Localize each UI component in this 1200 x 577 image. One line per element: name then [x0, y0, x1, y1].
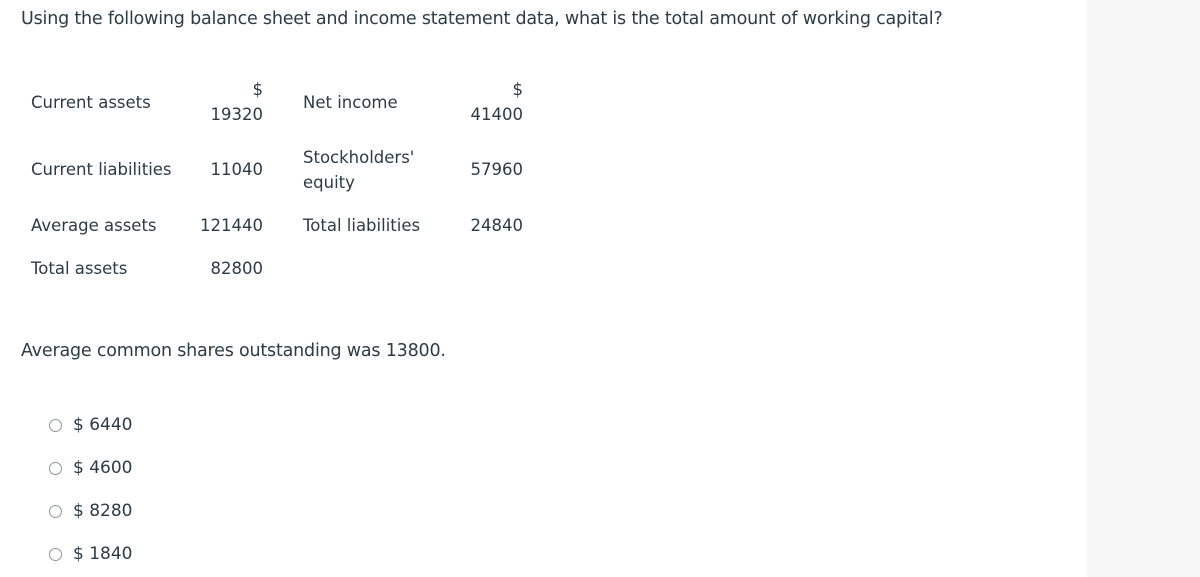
- answer-option-label: $ 8280: [73, 501, 133, 521]
- question-text: Using the following balance sheet and income statement data, what is the total amount of working capital?: [21, 9, 943, 29]
- total-assets-value: 82800: [210, 259, 263, 278]
- shares-note: Average common shares outstanding was 13800.: [21, 341, 446, 361]
- stockholders-equity-label: [303, 145, 414, 195]
- radio-button[interactable]: [49, 548, 62, 561]
- stockholders-equity-label-line1: Stockholders': [303, 148, 415, 167]
- current-assets-label: Current assets: [31, 93, 151, 112]
- radio-button[interactable]: [49, 462, 62, 475]
- answer-option-1[interactable]: [49, 413, 132, 437]
- current-liabilities-label: Current liabilities: [31, 160, 172, 179]
- net-income-value: 41400: [470, 105, 523, 124]
- current-assets-value: 19320: [210, 105, 263, 124]
- radio-button[interactable]: [49, 419, 62, 432]
- answer-option-4[interactable]: [49, 542, 132, 566]
- average-assets-value: 121440: [200, 216, 263, 235]
- net-income-dollar: $: [512, 80, 523, 99]
- net-income-amount: [463, 77, 523, 127]
- answer-option-label: $ 1840: [73, 544, 133, 564]
- answer-option-label: $ 6440: [73, 415, 133, 435]
- total-assets-label: Total assets: [31, 259, 128, 278]
- stockholders-equity-value: 57960: [470, 160, 523, 179]
- answer-option-label: $ 4600: [73, 458, 133, 478]
- answer-option-3[interactable]: [49, 499, 132, 523]
- net-income-label: Net income: [303, 93, 398, 112]
- average-assets-label: Average assets: [31, 216, 157, 235]
- total-liabilities-value: 24840: [470, 216, 523, 235]
- radio-button[interactable]: [49, 505, 62, 518]
- answer-option-2[interactable]: [49, 456, 132, 480]
- stockholders-equity-label-line2: equity: [303, 173, 355, 192]
- current-liabilities-value: 11040: [210, 160, 263, 179]
- current-assets-dollar: $: [252, 80, 263, 99]
- current-assets-amount: [203, 77, 263, 127]
- total-liabilities-label: Total liabilities: [303, 216, 421, 235]
